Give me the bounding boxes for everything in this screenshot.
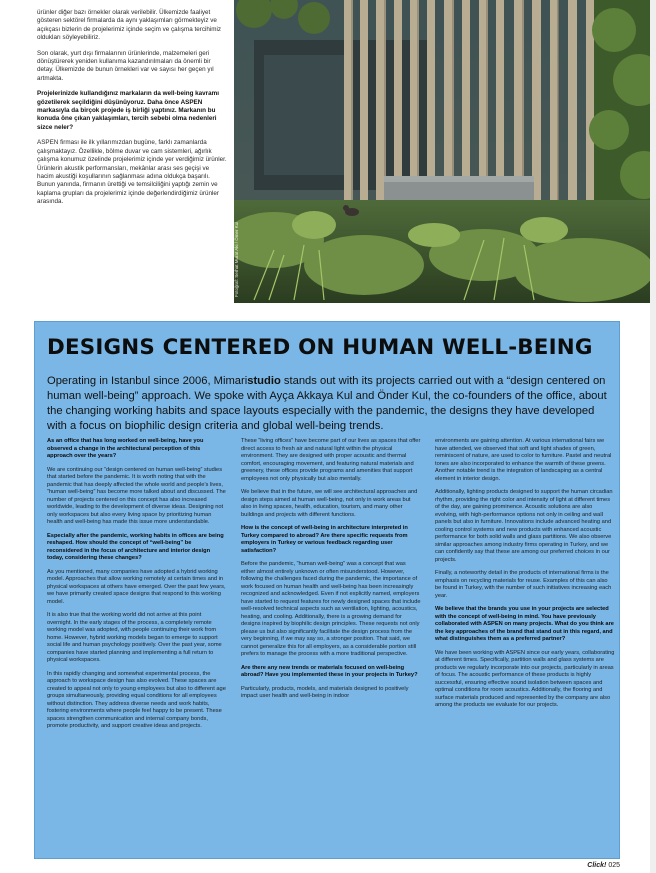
article-headline: DESIGNS CENTERED ON HUMAN WELL-BEING xyxy=(47,335,593,360)
intro-text-end: stands out with its projects carried out with a “design centered on human well-being” approach. We spoke with Ayça Akkaya Kul and Önder Kul, the co-founders of the office, about the changing working habits and space layouts especially with the pandemic, the designs they have developed with a focus on biophilic design criteria and global well-being trends. xyxy=(47,375,607,432)
brand-name: studio xyxy=(247,375,281,387)
paragraph: We believe that in the future, we will see architectural approaches and design steps aimed at human well-being, not only in work areas but also in living spaces, health, education, tourism, and many other buildings and projects with different functions. xyxy=(241,489,418,518)
interview-question: Projelerinizde kullandığınız markaların da well-being kavramı gözetilerek seçildiğini düşünüyoruz. Daha önce ASPEN markasıyla da birçok projede iş birliği yaptınız. Markanın bu konuda öne çıkan yaklaşımları, tercih sebebi olma nedenleri sizce neler? xyxy=(37,90,219,131)
article-column-1 xyxy=(47,438,227,737)
paragraph: We have been working with ASPEN since our early years, collaborating at different times. Specifically, partition walls and glass systems are products we regularly incorporate into our projects, particularly in areas of focus. The acoustic performance of these products is highly successful, ensuring effective sound isolation between spaces and optimal conditions for room acoustics. Additionally, the flooring and surface materials produced and represented by the company are also among the products we evaluate for our projects. xyxy=(435,649,615,708)
paragraph: environments are gaining attention. At various international fairs we have attended, we observed that soft and light shades of green, reminiscent of nature, are used to color to furniture. Pastel and neutral tones are also incorporated to enhance the warmth of these greens. Another notable trend is the integration of landscaping as a central element in interior design. xyxy=(435,438,612,482)
paragraph: We are continuing our “design centered on human well-being” studies that started before the pandemic. It is worth noting that with the pandemic that has deeply affected the whole world and people’s lives, “human well-being” has become more talked about and discussed. The number of projects centered on this concept has also increased worldwide, leading to the development of diverse ideas. Designing not only workspaces but also every living space by prioritizing human health and well-being has made this issue more understandable. xyxy=(47,466,226,525)
article-column-3 xyxy=(435,438,615,737)
paragraph: As you mentioned, many companies have adopted a hybrid working model. Approaches that allow working remotely at certain times and in physical workspaces at others have emerged. Over the past few years, we have primarily created space designs that respond to this working model. xyxy=(47,568,226,605)
interview-question: Are there any new trends or materials focused on well-being abroad? Have you implemented these in your projects in Turkey? xyxy=(241,664,418,678)
page-edge xyxy=(650,0,656,873)
paragraph: These “living offices” have become part of our lives as spaces that offer direct access to fresh air and natural light within the physical environment. They are designed with proper acoustic and thermal comfort, encouraging movement, and featuring natural materials and greenery, these offices provide programs and amenities that support employees not only physically but also mentally. xyxy=(241,438,421,482)
intro-text-start: Operating in Istanbul since 2006, Mimari xyxy=(47,375,248,387)
paragraph: It is also true that the working world did not arrive at this point overnight. In the early stages of the process, a completely remote working model was adopted, with people continuing their work from home. However, hybrid working models began to emerge to support social life and human psychology positively. Over the past year, some companies have started planning and implementing a full return to physical workspaces. xyxy=(47,612,222,663)
magazine-name: Click! xyxy=(587,862,607,869)
interview-question: Especially after the pandemic, working habits in offices are being reshaped. How should the concept of “well-being” be reconsidered in the focus of architecture and interior design today, considering these changes? xyxy=(47,532,224,561)
photo-credit-text: Fotoğraf: Serhat Murat Aki / Ömer Kul xyxy=(234,221,239,297)
article-column-2 xyxy=(241,438,421,737)
paragraph: ürünler diğer bazı örnekler olarak verilebilir. Ülkemizde faaliyet gösteren sektörel firmalarda da aynı yaklaşımları görmekteyiz ve açıkçası bizlerin de projelerimiz içinde seçim ve çalışma tercihimiz oldukları söyleyebiliriz. xyxy=(37,9,222,42)
garden-facade-photo xyxy=(234,0,656,303)
photo-illustration xyxy=(234,0,656,303)
page-number: 025 xyxy=(608,862,620,869)
interview-question: How is the concept of well-being in architecture interpreted in Turkey compared to abroad? Are there specific requests from employers in Turkey or various feedback regarding user satisfaction? xyxy=(241,525,408,554)
paragraph: Particularly, products, models, and materials designed to positively impact user health and well-being in indoor xyxy=(241,685,409,699)
article-columns xyxy=(47,438,615,737)
paragraph: In this rapidly changing and somewhat experimental process, the approach to workspace design has also evolved. These spaces are created to appeal not only to young employees but also to different age groups simultaneously, providing equal conditions for all employees without distinction. They address diverse needs and work habits, fostering environments where people feel happy to be present. These spaces strengthen communication and internal company bonds, promote productivity, and support creative ideas and projects. xyxy=(47,670,226,729)
top-text-column xyxy=(37,9,227,214)
paragraph: Before the pandemic, “human well-being” was a concept that was either almost entirely unknown or often misunderstood. However, following the challenges faced during the pandemic, the importance of work focused on human health and well-being has been increasingly recognized and acknowledged. Even if not explicitly named, employers have started to request features for newly designed spaces that include well-resolved technical aspects such as ventilation, lighting, acoustics, heating, and cooling. Additionally, there is a growing demand for designs inspired by biophilic design principles. These requests not only please us but also significantly facilitate the design process from the very beginning, if we may say so, a stronger position. That said, we cannot generalize this for all employers, as a considerable portion still prefers to manage the process with a more traditional perspective. xyxy=(241,561,421,657)
paragraph: Son olarak, yurt dışı firmalarının ürünlerinde, malzemeleri geri dönüştürerek yeniden kullanıma kazandırılmaları da önemli bir detay. Ülkemizde de bunun örnekleri var ve sayısı her geçen yıl artmakta. xyxy=(37,49,214,82)
paragraph: Finally, a noteworthy detail in the products of international firms is the emphasis on recycling materials for reuse. Examples of this can also be found in Turkey, with the number of such initiatives increasing each year. xyxy=(435,570,612,599)
paragraph: Additionally, lighting products designed to support the human circadian rhythm, providing the right color and intensity of light at different times of the day, are gaining prominence. Acoustic solutions are also evolving, with high-performance options not only in ceiling and wall panels but also in furniture. Innovations include advanced heating and cooling control systems and new products with enhanced acoustic performance for both solid walls and glass partitions. We also observe similar approaches among industry firms operating in Turkey, and we can confidently say that these are among our preferred choices in our projects. xyxy=(435,489,613,563)
article-intro xyxy=(47,374,613,434)
page-footer xyxy=(587,862,620,869)
interview-question: We believe that the brands you use in your projects are selected with the concept of well-being in mind. You have previously collaborated with ASPEN on many projects. What do you think are the key approaches of the brand that stand out in this regard, and what distinguishes them as a preferred partner? xyxy=(435,606,614,642)
paragraph: ASPEN firması ile ilk yıllarımızdan bugüne, farklı zamanlarda çalışmaktayız. Özellikle, bölme duvar ve cam sistemleri, ağırlık çalışma konumuz özelinde projelerimiz içinde yer verdiğimiz ürünler. Ürünlerin akustik performansları, mekânlar arası ses geçişi ve hacim akustiği koşullarının sağlanması adına oldukça başarılı. Bunun yanında, firmanın ürettiği ve temsilciliğini yaptığı zemin ve kaplama grupları da projelerimiz içinde değerlendirdiğimiz ürünler arasında. xyxy=(37,139,227,206)
interview-question: As an office that has long worked on well-being, have you observed a change in the architectural perception of this approach over the years? xyxy=(47,438,204,459)
